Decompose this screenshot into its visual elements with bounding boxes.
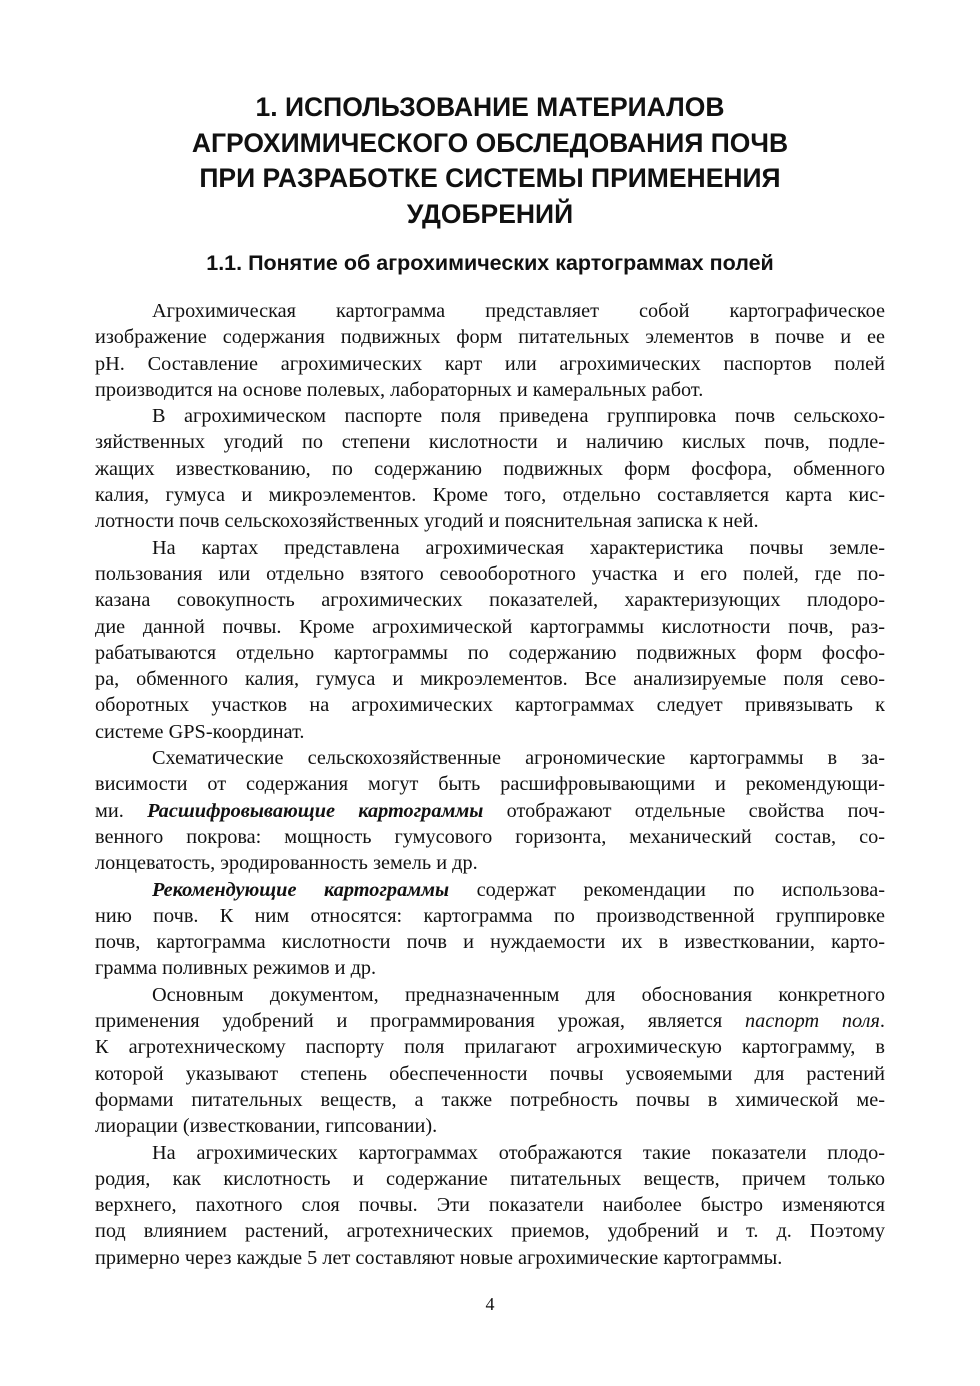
text-line: верхнего, пахотного слоя почвы. Эти показатели наиболее быстро изменяются	[95, 1194, 885, 1217]
chapter-title-line: АГРОХИМИЧЕСКОГО ОБСЛЕДОВАНИЯ ПОЧВ	[191, 127, 789, 158]
text-line	[95, 798, 885, 824]
text-line: рабатываются отдельно картограммы по содержанию подвижных форм фосфо-	[95, 641, 885, 664]
text-line: венного покрова: мощность гумусового горизонта, механический состав, со-	[95, 825, 885, 848]
text-line: Схематические сельскохозяйственные агрономические картограммы в за-	[152, 747, 885, 770]
text-run: отображают отдельные свойства поч-	[483, 799, 885, 822]
text-line: родия, как кислотность и содержание питательных веществ, причем только	[95, 1167, 885, 1190]
text-line: Основным документом, предназначенным для обоснования конкретного	[152, 983, 885, 1006]
paragraph	[95, 982, 885, 1140]
text-line: На картах представлена агрохимическая характеристика почвы земле-	[152, 536, 885, 559]
text-line: На агрохимических картограммах отображаются такие показатели плодо-	[152, 1141, 885, 1164]
text-run: содержат рекомендации по использова-	[449, 878, 885, 901]
section-title: 1.1. Понятие об агрохимических картограммах полей	[206, 251, 774, 275]
text-run: ми.	[95, 799, 148, 822]
page-number: 4	[485, 1294, 495, 1314]
chapter-title-line: УДОБРЕНИЙ	[406, 198, 574, 229]
text-line: жащих известкованию, по содержанию подвижных форм фосфора, обменного	[95, 457, 885, 480]
text-line: В агрохимическом паспорте поля приведена группировка почв сельскохо-	[152, 405, 885, 428]
text-line: ра, обменного калия, гумуса и микроэлементов. Все анализируемые поля сево-	[95, 668, 885, 691]
text-line: которой указывают степень обеспеченности почвы усвояемыми для растений	[95, 1062, 885, 1085]
paragraph	[95, 745, 885, 876]
text-line: дие данной почвы. Кроме агрохимической картограммы кислотности почв, раз-	[95, 615, 885, 638]
text-run: .	[879, 1010, 885, 1033]
text-line: лонцеватость, эродированность земель и др.	[95, 852, 478, 875]
text-line: pH. Составление агрохимических карт или агрохимических паспортов полей	[95, 352, 885, 375]
text-line: системе GPS-координат.	[95, 720, 305, 743]
text-line: производится на основе полевых, лабораторных и камеральных работ.	[95, 378, 704, 401]
text-line: калия, гумуса и микроэлементов. Кроме того, отдельно составляется карта кис-	[95, 484, 885, 507]
text-line: К агротехническому паспорту поля прилагают агрохимическую картограмму, в	[95, 1036, 885, 1059]
text-line: лотности почв сельскохозяйственных угодий и пояснительная записка к ней.	[95, 510, 759, 533]
text-line: оборотных участков на агрохимических картограммах следует привязывать к	[95, 694, 885, 717]
text-line: примерно через каждые 5 лет составляют новые агрохимические картограммы.	[95, 1246, 783, 1269]
body-text	[95, 298, 885, 1271]
text-line	[95, 877, 885, 903]
text-line: почв, картограмма кислотности почв и нуждаемости их в известковании, карто-	[95, 931, 885, 954]
text-line: лиорации (известковании, гипсовании).	[95, 1115, 438, 1138]
text-line: пользования или отдельно взятого севооборотного участка и его полей, где по-	[95, 562, 885, 585]
paragraph	[95, 1140, 885, 1271]
text-line: нию почв. К ним относятся: картограмма по производственной группировке	[95, 904, 885, 927]
text-run: применения удобрений и программирования урожая, является	[95, 1010, 746, 1033]
text-line	[95, 1008, 885, 1034]
paragraph	[95, 298, 885, 403]
italic-term: паспорт поля	[745, 1010, 880, 1033]
emphasized-term: Рекомендующие картограммы	[152, 878, 450, 901]
chapter-title-line: ПРИ РАЗРАБОТКЕ СИСТЕМЫ ПРИМЕНЕНИЯ	[199, 163, 781, 193]
text-line: формами питательных веществ, а также потребность почвы в химической ме-	[95, 1088, 885, 1111]
emphasized-term: Расшифровывающие картограммы	[147, 799, 484, 822]
text-line: Агрохимическая картограмма представляет собой картографическое	[152, 300, 885, 322]
text-line: под влиянием растений, агротехнических приемов, удобрений и т. д. Поэтому	[95, 1220, 885, 1243]
text-line: зяйственных угодий по степени кислотности и наличию кислых почв, подле-	[95, 431, 885, 454]
paragraph	[95, 535, 885, 745]
text-line: висимости от содержания могут быть расшифровывающими и рекомендующи-	[95, 773, 885, 796]
text-line: грамма поливных режимов и др.	[95, 957, 377, 980]
paragraph	[95, 403, 885, 534]
text-line: изображение содержания подвижных форм питательных элементов в почве и ее	[95, 326, 885, 349]
paragraph	[95, 877, 885, 982]
chapter-title-line: 1. ИСПОЛЬЗОВАНИЕ МАТЕРИАЛОВ	[255, 92, 725, 122]
chapter-title	[95, 90, 885, 232]
text-line: казана совокупность агрохимических показателей, характеризующих плодоро-	[95, 589, 885, 612]
